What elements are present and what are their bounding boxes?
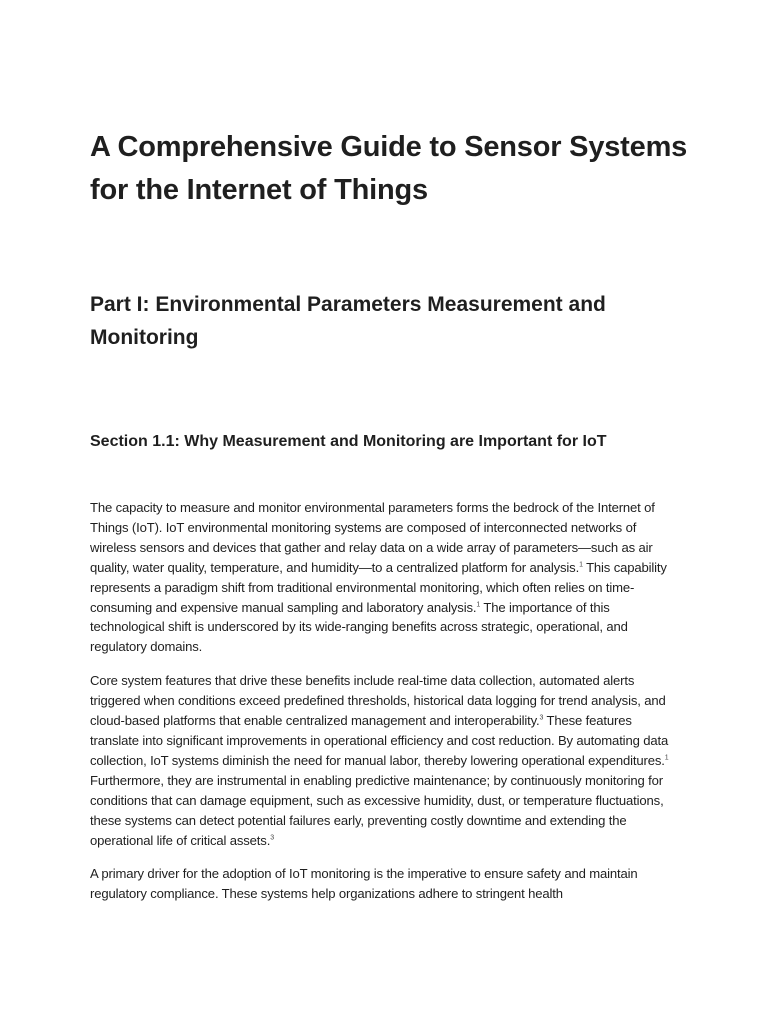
section-heading: Section 1.1: Why Measurement and Monitoring are Important for IoT	[90, 433, 607, 450]
paragraph-text: The capacity to measure and monitor environmental parameters forms the bedrock of the Internet of Things (IoT). IoT environmental monitoring systems are composed of interconnected networks of wireless sensors and devices that gather and relay data on a wide array of parameters—such as air quality, water quality, temperature, and humidity—to a centralized platform for analysis.	[90, 500, 655, 575]
paragraph	[90, 498, 678, 657]
citation-marker[interactable]: 3	[270, 834, 274, 842]
paragraph	[90, 864, 678, 904]
citation-marker[interactable]: 3	[539, 714, 544, 722]
part-heading: Part I: Environmental Parameters Measurement and Monitoring	[90, 293, 606, 349]
body-text	[90, 498, 678, 918]
citation-marker[interactable]: 1	[476, 601, 481, 609]
citation-marker[interactable]: 1	[579, 561, 583, 569]
paragraph-text: These features translate into significant improvements in operational efficiency and cost reduction. By automating data collection, IoT systems diminish the need for manual labor, thereby lowering operational expenditures.	[90, 713, 669, 768]
paragraph	[90, 671, 678, 850]
citation-marker[interactable]: 1	[664, 754, 669, 762]
paragraph-text: The importance of this technological shift is underscored by its wide-ranging benefits across strategic, operational, and regulatory domains.	[90, 599, 628, 655]
paragraph-text: Furthermore, they are instrumental in enabling predictive maintenance; by continuously monitoring for conditions that can damage equipment, such as excessive humidity, dust, or temperature fluctuations, these systems can detect potential failures early, preventing costly downtime and extending the operational life of critical assets.	[90, 772, 664, 848]
paragraph-text: A primary driver for the adoption of IoT monitoring is the imperative to ensure safety and maintain regulatory compliance. These systems help organizations adhere to stringent health	[90, 866, 638, 902]
paragraph-text: Core system features that drive these benefits include real-time data collection, automated alerts triggered when conditions exceed predefined thresholds, historical data logging for trend analysis, and cloud-based platforms that enable centralized management and interoperability.	[90, 673, 666, 729]
paragraph-text: This capability represents a paradigm shift from traditional environmental monitoring, which often relies on time-consuming and expensive manual sampling and laboratory analysis.	[90, 559, 667, 615]
document-title: A Comprehensive Guide to Sensor Systems for the Internet of Things	[90, 131, 688, 206]
